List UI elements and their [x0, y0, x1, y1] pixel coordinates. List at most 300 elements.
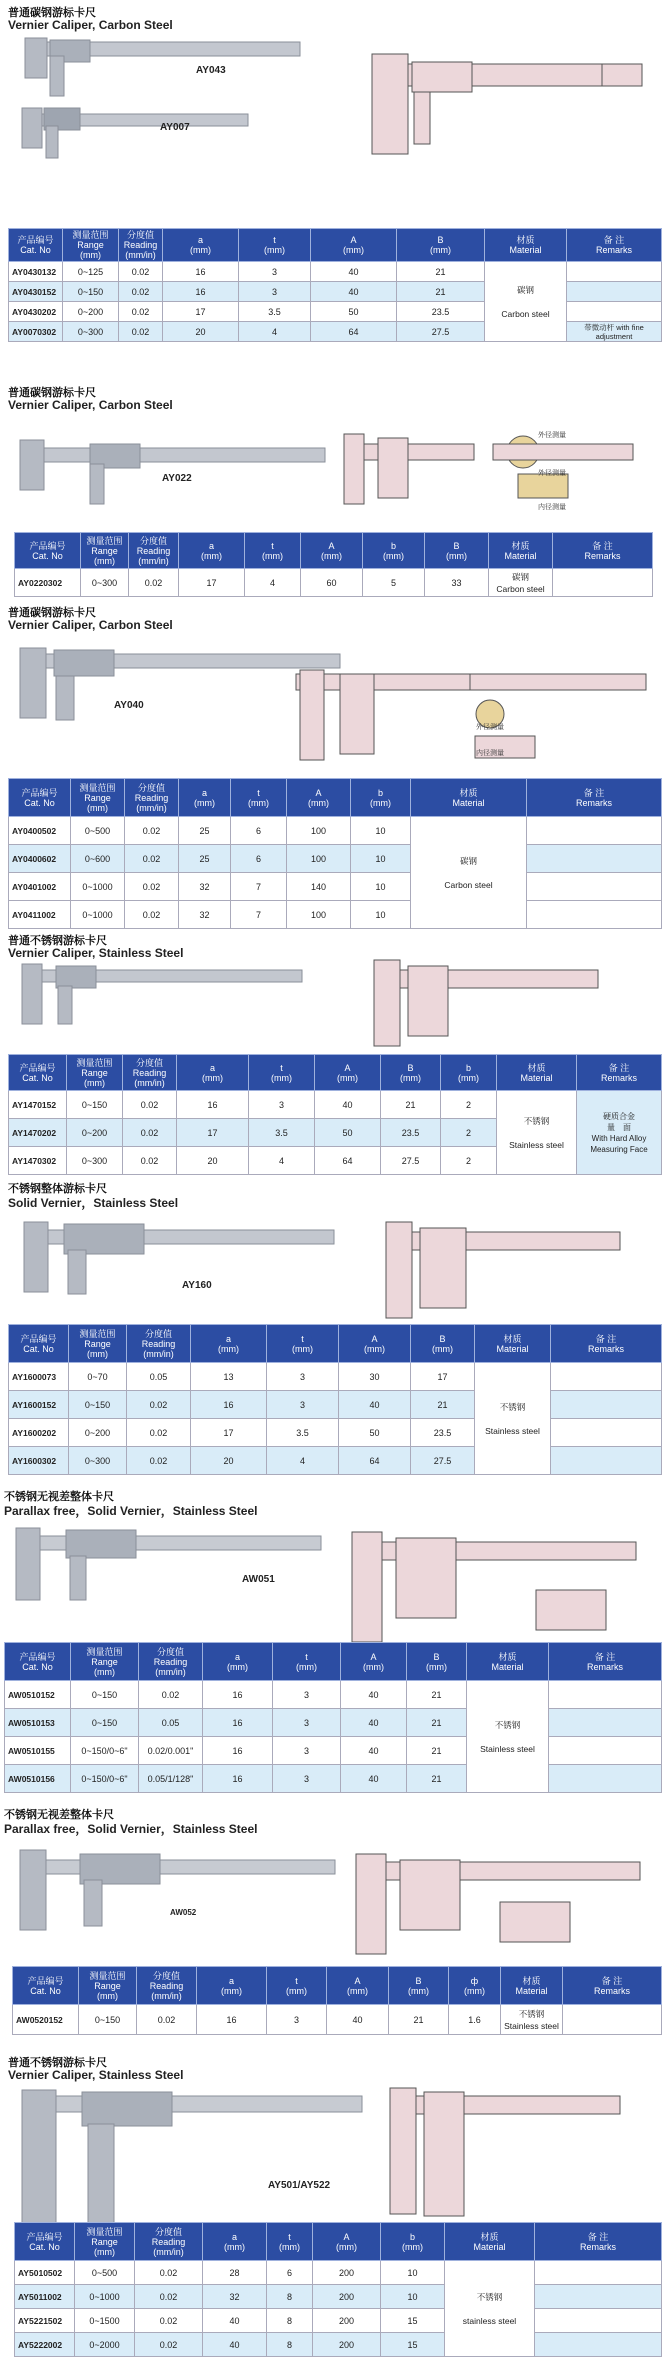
table-cell: 17 [411, 1363, 475, 1391]
caliper-drawing [380, 1212, 640, 1322]
table-cell: 40 [203, 2309, 267, 2333]
spec-table-section-4 [8, 1054, 662, 1175]
illustration-shape [22, 964, 42, 1024]
table-cell: 15 [381, 2333, 445, 2357]
col-header-remarks: 备 注 Remarks [553, 533, 653, 569]
table-cell: 100 [287, 845, 351, 873]
table-cell [535, 2309, 662, 2333]
table-cell: 21 [411, 1391, 475, 1419]
col-header-t: t (mm) [267, 1325, 339, 1363]
cat-no-cell: AY5221502 [15, 2309, 75, 2333]
table-cell [567, 302, 662, 322]
col-header-phi: ф (mm) [449, 1967, 501, 2005]
material-cell: 不锈钢 Stainless steel [467, 1681, 549, 1793]
material-cell: 不锈钢 stainless steel [445, 2261, 535, 2357]
illustration-shape [400, 1860, 460, 1930]
col-header-cat: 产品编号 Cat. No [9, 229, 63, 262]
col-header-range: 测量范围 Range (mm) [75, 2223, 135, 2261]
table-cell: 27.5 [411, 1447, 475, 1475]
table-cell: 3 [273, 1681, 341, 1709]
table-cell: 30 [339, 1363, 411, 1391]
table-cell: 3 [267, 1363, 339, 1391]
illustration-shape [500, 1902, 570, 1942]
table-cell: 3 [267, 1391, 339, 1419]
table-cell: 50 [311, 302, 397, 322]
col-header-remarks: 备 注 Remarks [549, 1643, 662, 1681]
table-cell: 16 [191, 1391, 267, 1419]
table-row [9, 1419, 662, 1447]
table-cell: 0.02 [135, 2261, 203, 2285]
section-7-title-en: Parallax free，Solid Vernier，Stainless Steel [4, 1822, 258, 1836]
table-cell: 4 [239, 322, 311, 342]
table-cell: 3 [267, 2005, 327, 2035]
cat-no-cell: AY1470152 [9, 1091, 67, 1119]
table-cell: 16 [203, 1737, 273, 1765]
table-cell: 23.5 [397, 302, 485, 322]
illustration-shape [54, 650, 114, 676]
col-header-a: a (mm) [203, 1643, 273, 1681]
col-header-A: A (mm) [311, 229, 397, 262]
table-cell [527, 873, 662, 901]
illustration-shape [30, 1860, 335, 1874]
table-cell: 21 [407, 1765, 467, 1793]
caliper-drawing [350, 1846, 650, 1966]
spec-table-section-2 [14, 532, 653, 597]
illustration-shape [386, 1222, 412, 1318]
section-3-title-en: Vernier Caliper, Carbon Steel [8, 618, 173, 632]
table-row [9, 845, 662, 873]
illustration-shape [390, 2088, 416, 2214]
caliper-photo-ay160 [14, 1210, 344, 1300]
cat-no-cell: AY0070302 [9, 322, 63, 342]
table-cell: 17 [191, 1419, 267, 1447]
cat-no-cell: AW0510152 [5, 1681, 71, 1709]
col-header-cat: 产品编号 Cat. No [9, 779, 71, 817]
caliper-drawing [368, 950, 608, 1050]
table-cell: 28 [203, 2261, 267, 2285]
table-cell: 0.02 [127, 1447, 191, 1475]
cat-no-cell: AY0401002 [9, 873, 71, 901]
spec-table-section-6 [4, 1642, 662, 1793]
illustration-shape [56, 676, 74, 720]
table-cell: 0~1000 [75, 2285, 135, 2309]
table-cell [535, 2333, 662, 2357]
table-cell: 27.5 [381, 1147, 441, 1175]
col-header-cat: 产品编号 Cat. No [15, 2223, 75, 2261]
table-cell: 23.5 [381, 1119, 441, 1147]
model-label: AW051 [242, 1574, 275, 1585]
table-cell: 0~70 [69, 1363, 127, 1391]
illustration-shape [58, 986, 72, 1024]
table-cell: 0.02 [135, 2285, 203, 2309]
col-header-a: a (mm) [197, 1967, 267, 2005]
table-cell: 0~600 [71, 845, 125, 873]
col-header-b: b (mm) [351, 779, 411, 817]
col-header-t: t (mm) [267, 1967, 327, 2005]
table-cell: 50 [315, 1119, 381, 1147]
table-row [5, 1681, 662, 1709]
col-header-B: B (mm) [425, 533, 489, 569]
cat-no-cell: AY5011002 [15, 2285, 75, 2309]
table-cell: 带微动杆 with fine adjustment [567, 322, 662, 342]
cat-no-cell: AY5222002 [15, 2333, 75, 2357]
cat-no-cell: AY0411002 [9, 901, 71, 929]
illustration-shape [20, 1850, 46, 1930]
illustration-shape [372, 54, 408, 154]
table-cell: 10 [351, 901, 411, 929]
table-cell: 0~1500 [75, 2309, 135, 2333]
table-cell: 40 [203, 2333, 267, 2357]
table-cell: 21 [397, 282, 485, 302]
caliper-drawing [362, 44, 652, 164]
table-cell: 0.02 [139, 1681, 203, 1709]
col-header-A: A (mm) [301, 533, 363, 569]
table-cell: 0~200 [67, 1119, 123, 1147]
table-cell: 25 [179, 845, 231, 873]
section-1-title-cn: 普通碳钢游标卡尺 [8, 7, 96, 19]
table-cell: 17 [177, 1119, 249, 1147]
table-cell: 3 [239, 262, 311, 282]
table-cell [563, 2005, 662, 2035]
col-header-b: b (mm) [441, 1055, 497, 1091]
table-cell: 0~150 [63, 282, 119, 302]
section-8-title-cn: 普通不锈钢游标卡尺 [8, 2057, 107, 2069]
table-cell: 16 [197, 2005, 267, 2035]
caliper-photo-ay147 [12, 960, 312, 1030]
table-cell: 0~150/0~6" [71, 1737, 139, 1765]
table-cell: 0.02 [135, 2309, 203, 2333]
material-cell: 碳钢 Carbon steel [489, 569, 553, 597]
table-cell: 16 [163, 282, 239, 302]
table-cell: 0.02 [137, 2005, 197, 2035]
table-cell: 10 [381, 2261, 445, 2285]
table-cell: 0.02 [127, 1419, 191, 1447]
diagram-label: 外径测量 [538, 470, 566, 477]
table-cell: 3 [273, 1709, 341, 1737]
section-7-title-cn: 不锈钢无视差整体卡尺 [4, 1809, 114, 1821]
illustration-shape [84, 1880, 102, 1926]
col-header-range: 测量范围 Range (mm) [67, 1055, 123, 1091]
table-cell: 16 [177, 1091, 249, 1119]
table-cell: 0.02 [127, 1391, 191, 1419]
table-cell: 0.02 [125, 817, 179, 845]
table-cell: 10 [351, 817, 411, 845]
material-cell: 碳钢 Carbon steel [411, 817, 527, 929]
table-cell: 6 [267, 2261, 313, 2285]
col-header-a: a (mm) [203, 2223, 267, 2261]
col-header-B: B (mm) [407, 1643, 467, 1681]
col-header-reading: 分度值 Reading (mm/in) [127, 1325, 191, 1363]
table-cell: 4 [245, 569, 301, 597]
table-cell: 40 [311, 262, 397, 282]
table-cell: 20 [163, 322, 239, 342]
col-header-B: B (mm) [381, 1055, 441, 1091]
table-cell: 21 [407, 1709, 467, 1737]
col-header-reading: 分度值 Reading (mm/in) [119, 229, 163, 262]
illustration-shape [22, 2090, 56, 2230]
table-cell [567, 282, 662, 302]
table-cell: 21 [389, 2005, 449, 2035]
table-cell: 0.05 [139, 1709, 203, 1737]
cat-no-cell: AY1470202 [9, 1119, 67, 1147]
col-header-remarks: 备 注 Remarks [577, 1055, 662, 1091]
table-cell: 32 [203, 2285, 267, 2309]
table-row [15, 2261, 662, 2285]
table-cell: 2 [441, 1119, 497, 1147]
table-cell [535, 2285, 662, 2309]
table-cell: 40 [341, 1737, 407, 1765]
col-header-range: 测量范围 Range (mm) [69, 1325, 127, 1363]
material-cell: 不锈钢 Stainless steel [501, 2005, 563, 2035]
table-cell: 3 [273, 1765, 341, 1793]
illustration-shape [46, 126, 58, 158]
material-cell: 不锈钢 Stainless steel [475, 1363, 551, 1475]
table-cell: 0.02/0.001" [139, 1737, 203, 1765]
table-cell: 40 [339, 1391, 411, 1419]
table-cell: 0.02 [125, 873, 179, 901]
table-row [15, 2333, 662, 2357]
col-header-b: b (mm) [381, 2223, 445, 2261]
model-label: AW052 [170, 1908, 197, 1917]
table-cell: 17 [179, 569, 245, 597]
table-cell: 64 [339, 1447, 411, 1475]
col-header-reading: 分度值 Reading (mm/in) [129, 533, 179, 569]
table-cell [553, 569, 653, 597]
section-6-title-en: Parallax free，Solid Vernier，Stainless Steel [4, 1504, 258, 1518]
table-cell [549, 1709, 662, 1737]
table-cell: 0~125 [63, 262, 119, 282]
col-header-cat: 产品编号 Cat. No [15, 533, 81, 569]
table-cell: 21 [397, 262, 485, 282]
table-cell: 0.02 [125, 901, 179, 929]
cat-no-cell: AY1600152 [9, 1391, 69, 1419]
table-cell: 40 [341, 1681, 407, 1709]
table-cell: 8 [267, 2333, 313, 2357]
table-cell [549, 1681, 662, 1709]
table-row [9, 1447, 662, 1475]
col-header-range: 测量范围 Range (mm) [63, 229, 119, 262]
col-header-reading: 分度值 Reading (mm/in) [137, 1967, 197, 2005]
col-header-a: a (mm) [163, 229, 239, 262]
cat-no-cell: AW0510155 [5, 1737, 71, 1765]
illustration-shape [356, 1854, 386, 1954]
table-cell [551, 1363, 662, 1391]
table-cell [567, 262, 662, 282]
table-cell: 21 [407, 1681, 467, 1709]
table-cell: 0~1000 [71, 901, 125, 929]
col-header-material: 材质 Material [489, 533, 553, 569]
table-cell: 100 [287, 901, 351, 929]
col-header-remarks: 备 注 Remarks [527, 779, 662, 817]
illustration-shape [536, 1590, 606, 1630]
col-header-reading: 分度值 Reading (mm/in) [135, 2223, 203, 2261]
cat-no-cell: AY0400602 [9, 845, 71, 873]
table-cell: 0.02 [123, 1119, 177, 1147]
table-cell: 64 [315, 1147, 381, 1175]
table-cell: 10 [351, 873, 411, 901]
col-header-material: 材质 Material [501, 1967, 563, 2005]
material-cell: 碳钢 Carbon steel [485, 262, 567, 342]
illustration-shape [414, 92, 430, 144]
col-header-range: 测量范围 Range (mm) [71, 1643, 139, 1681]
illustration-shape [352, 1532, 382, 1642]
table-cell: 0.02 [119, 302, 163, 322]
table-cell: 10 [381, 2285, 445, 2309]
spec-table-section-5 [8, 1324, 662, 1475]
table-row [9, 817, 662, 845]
col-header-A: A (mm) [313, 2223, 381, 2261]
table-cell: 0.02 [119, 282, 163, 302]
illustration-shape [68, 1250, 86, 1294]
table-cell: 15 [381, 2309, 445, 2333]
caliper-photo-ay022 [10, 420, 330, 510]
table-row [9, 1091, 662, 1119]
table-cell: 200 [313, 2261, 381, 2285]
table-cell [551, 1419, 662, 1447]
table-cell: 16 [203, 1709, 273, 1737]
caliper-photo-ay043 [10, 34, 310, 184]
material-cell: 不锈钢 Stainless steel [497, 1091, 577, 1175]
cat-no-cell: AY0430152 [9, 282, 63, 302]
cat-no-cell: AY1600202 [9, 1419, 69, 1447]
section-2-title-cn: 普通碳钢游标卡尺 [8, 387, 96, 399]
table-cell: 64 [311, 322, 397, 342]
col-header-t: t (mm) [249, 1055, 315, 1091]
spec-table-section-1 [8, 228, 662, 342]
table-cell: 0.02 [135, 2333, 203, 2357]
table-row [9, 262, 662, 282]
illustration-shape [396, 1538, 456, 1618]
table-cell: 5 [363, 569, 425, 597]
cat-no-cell: AY0430132 [9, 262, 63, 282]
table-cell: 40 [341, 1765, 407, 1793]
table-row [15, 2285, 662, 2309]
col-header-B: B (mm) [411, 1325, 475, 1363]
illustration-shape [50, 56, 64, 96]
table-cell: 60 [301, 569, 363, 597]
col-header-material: 材质 Material [467, 1643, 549, 1681]
illustration-shape [493, 444, 633, 460]
col-header-cat: 产品编号 Cat. No [9, 1055, 67, 1091]
illustration-shape [344, 434, 364, 504]
table-cell: 16 [203, 1681, 273, 1709]
table-row [9, 1391, 662, 1419]
table-cell: 16 [203, 1765, 273, 1793]
table-cell [527, 817, 662, 845]
table-row [5, 1737, 662, 1765]
col-header-B: B (mm) [397, 229, 485, 262]
caliper-photo-aw052 [10, 1836, 340, 1936]
section-8-title-en: Vernier Caliper, Stainless Steel [8, 2068, 184, 2082]
col-header-material: 材质 Material [475, 1325, 551, 1363]
section-4-title-cn: 普通不锈钢游标卡尺 [8, 935, 107, 947]
model-label: AY043 [196, 65, 226, 76]
illustration-shape [22, 108, 42, 148]
col-header-B: B (mm) [389, 1967, 449, 2005]
table-cell: 40 [341, 1709, 407, 1737]
illustration-shape [90, 464, 104, 504]
illustration-shape [424, 2092, 464, 2216]
table-cell: 0.05 [127, 1363, 191, 1391]
col-header-A: A (mm) [315, 1055, 381, 1091]
table-cell: 0.02 [119, 262, 163, 282]
col-header-range: 测量范围 Range (mm) [79, 1967, 137, 2005]
illustration-shape [88, 2124, 114, 2224]
table-row [9, 1363, 662, 1391]
col-header-A: A (mm) [339, 1325, 411, 1363]
section-2-title-en: Vernier Caliper, Carbon Steel [8, 398, 173, 412]
cat-no-cell: AW0520152 [13, 2005, 79, 2035]
col-header-reading: 分度值 Reading (mm/in) [125, 779, 179, 817]
col-header-material: 材质 Material [497, 1055, 577, 1091]
table-cell: 2 [441, 1147, 497, 1175]
caliper-photo-ay501 [12, 2084, 372, 2234]
illustration-shape [300, 670, 324, 760]
col-header-t: t (mm) [267, 2223, 313, 2261]
illustration-shape [470, 674, 646, 690]
table-cell: 33 [425, 569, 489, 597]
spec-table-section-3 [8, 778, 662, 929]
table-cell: 140 [287, 873, 351, 901]
cat-no-cell: AW0510153 [5, 1709, 71, 1737]
illustration-shape [378, 438, 408, 498]
table-cell: 0~500 [75, 2261, 135, 2285]
caliper-drawing [290, 666, 650, 766]
table-cell: 7 [231, 873, 287, 901]
table-cell: 40 [311, 282, 397, 302]
caliper-drawing [346, 1520, 646, 1650]
col-header-cat: 产品编号 Cat. No [5, 1643, 71, 1681]
model-label: AY022 [162, 473, 192, 484]
section-6-title-cn: 不锈钢无视差整体卡尺 [4, 1491, 114, 1503]
table-cell: 0~2000 [75, 2333, 135, 2357]
table-cell: 20 [177, 1147, 249, 1175]
cat-no-cell: AY1600302 [9, 1447, 69, 1475]
col-header-remarks: 备 注 Remarks [563, 1967, 662, 2005]
table-cell: 3 [273, 1737, 341, 1765]
col-header-t: t (mm) [239, 229, 311, 262]
diagram-label: 内径测量 [476, 750, 504, 757]
caliper-drawing [338, 424, 638, 514]
table-cell: 200 [313, 2285, 381, 2309]
table-cell: 32 [179, 901, 231, 929]
table-cell: 0.02 [129, 569, 179, 597]
cat-no-cell: AY1600073 [9, 1363, 69, 1391]
col-header-a: a (mm) [191, 1325, 267, 1363]
table-cell: 3.5 [249, 1119, 315, 1147]
table-cell: 0~200 [69, 1419, 127, 1447]
col-header-t: t (mm) [245, 533, 301, 569]
col-header-cat: 产品编号 Cat. No [13, 1967, 79, 2005]
col-header-material: 材质 Material [445, 2223, 535, 2261]
spec-table-section-8 [14, 2222, 662, 2357]
model-label: AY160 [182, 1280, 212, 1291]
table-cell: 0.02 [123, 1091, 177, 1119]
table-cell: 50 [339, 1419, 411, 1447]
table-cell [549, 1765, 662, 1793]
table-cell: 1.6 [449, 2005, 501, 2035]
table-cell: 200 [313, 2333, 381, 2357]
table-cell: 3 [239, 282, 311, 302]
table-cell: 0~1000 [71, 873, 125, 901]
table-cell: 0~150/0~6" [71, 1765, 139, 1793]
table-cell: 20 [191, 1447, 267, 1475]
col-header-range: 测量范围 Range (mm) [71, 779, 125, 817]
caliper-photo-aw051 [6, 1516, 326, 1606]
table-cell: 0~150 [71, 1681, 139, 1709]
table-cell: 100 [287, 817, 351, 845]
section-5-title-cn: 不锈钢整体游标卡尺 [8, 1183, 107, 1195]
